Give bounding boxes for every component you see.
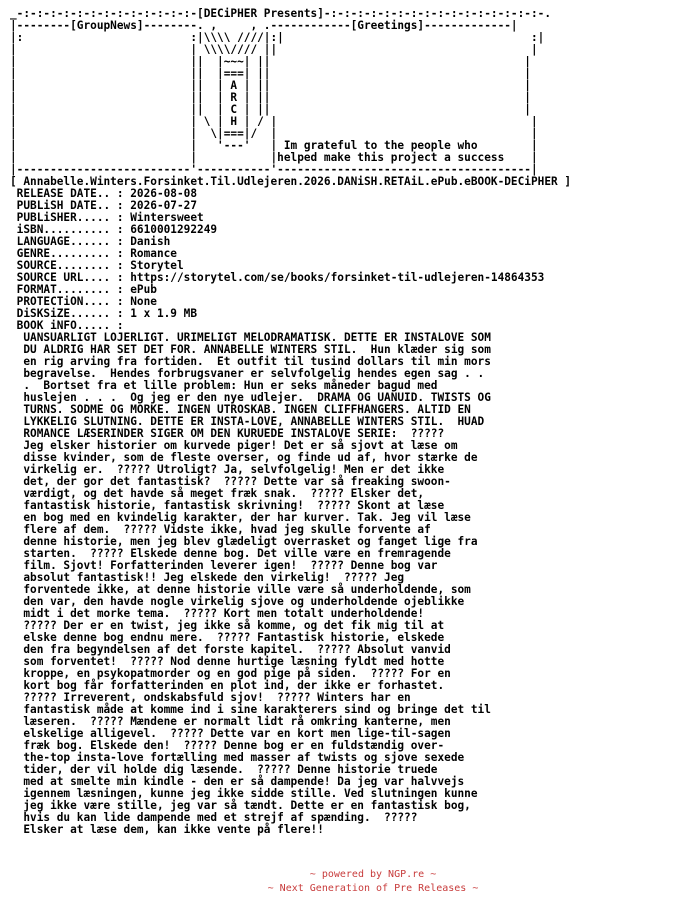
info-label: SOURCE URL.... : (10, 271, 131, 284)
info-label: BOOK iNFO..... : (10, 319, 131, 332)
book-info-line: forventede ikke, at denne historie ville være så underholdende, som (10, 583, 471, 596)
info-value: Romance (130, 247, 177, 260)
book-info-line: ????? Irreverent, ondskabsfuld sjov! ????? Winters har en (10, 691, 411, 704)
footer-powered-by: ~ powered by NGP.re ~ (309, 869, 437, 880)
art-line: | || |===| || | (10, 67, 531, 80)
info-value: https://storytel.com/se/books/forsinket-til-udlejeren-14864353 (130, 271, 545, 284)
info-label: RELEASE DATE.. : (10, 187, 131, 200)
book-info-line: disse kvinder, som de fleste overser, og finde ud af, hvor stærke de (10, 451, 478, 464)
book-info-line: TURNS. SODME OG MORKE. INGEN UTROSKAB. INGEN CLIFFHANGERS. ALTID EN (10, 403, 471, 416)
art-line: | || | R | || | (10, 91, 531, 104)
info-label: FORMAT........ : (10, 283, 131, 296)
art-line: | || | C | || | (10, 103, 531, 116)
art-line: |--------------------------'-----------'--------------------------------------| (10, 163, 538, 176)
book-info-line: fantastisk måde at komme ind i sine karakterers sind og bringe det til (10, 703, 491, 716)
book-info-line: med at smelte min kindle - den er så dampende! Da jeg var halvvejs (10, 775, 465, 788)
info-value: 2026-07-27 (130, 199, 198, 212)
book-info-line: begravelse. Hendes forbrugsvaner er selvfolgelig hendes egen sag . . (10, 367, 485, 380)
book-info-line: absolut fantastisk!! Jeg elskede den virkelig! ????? Jeg (10, 571, 405, 584)
book-info-line: ????? Der er en twist, jeg ikke så komme, og det fik mig til at (10, 619, 445, 632)
book-info-line: den fra begyndelsen af det forste kapitel. ????? Absolut vanvid (10, 643, 451, 656)
nfo-text (10, 8, 571, 836)
info-label: PROTECTiON.... : (10, 295, 131, 308)
book-info-line: Elsker at læse dem, kan ikke vente på flere!! (10, 823, 324, 836)
info-value: Storytel (130, 259, 184, 272)
book-info-line: læseren. ????? Mændene er normalt lidt rå omkring kanterne, men (10, 715, 451, 728)
book-info-line: film. Sjovt! Forfatterinden leverer igen! ????? Denne bog var (10, 559, 438, 572)
info-value: ePub (130, 283, 157, 296)
art-line: | | |helped make this project a success | (10, 151, 538, 164)
book-info-line: . Bortset fra et lille problem: Hun er seks måneder bagud med (10, 379, 438, 392)
book-info-line: jeg ikke være stille, jeg var så tændt. Dette er en fantastisk bog, (10, 799, 471, 812)
footer (0, 868, 688, 896)
info-label: GENRE......... : (10, 247, 131, 260)
book-info-line: virkelig er. ????? Utroligt? Ja, selvfolgelig! Men er det ikke (10, 463, 445, 476)
book-info-line: elskelige alligevel. ????? Dette var en kort men lige-til-sagen (10, 727, 451, 740)
book-info-line: Jeg elsker historier om kurvede piger! Det er så sjovt at læse om (10, 439, 458, 452)
info-label: PUBLiSH DATE.. : (10, 199, 131, 212)
info-label: iSBN.......... : (10, 223, 131, 236)
art-line: |--------[GroupNews]--------. , , .------------[Greetings]-------------| (10, 19, 518, 32)
info-label: DiSKSiZE...... : (10, 307, 131, 320)
art-line: _-:-:-:-:-:-:-:-:-:-:-:-:-:-[DECiPHER Presents]-:-:-:-:-:-:-:-:-:-:-:-:-:-:-:-:-. (10, 7, 551, 20)
art-line: | || |~~~| || | (10, 55, 531, 68)
book-info-line: hvis du kan lide dampende med et strejf af spænding. ????? (10, 811, 418, 824)
book-info-line: en bog med en kvindelig karakter, der har kurver. Tak. Jeg vil læse (10, 511, 471, 524)
book-info-line: the-top insta-love fortælling med masser af twists og sjove sexede (10, 751, 465, 764)
book-info-line: værdigt, og det havde så meget fræk snak. ????? Elsker det, (10, 487, 425, 500)
book-info-line: kort bog får forfatterinden en plot ind, der ikke er forhastet. (10, 679, 445, 692)
info-value: Wintersweet (130, 211, 204, 224)
book-info-line: LYKKELIG SLUTNING. DETTE ER INSTA-LOVE, ANNABELLE WINTERS STIL. HUAD (10, 415, 485, 428)
info-label: PUBLiSHER..... : (10, 211, 131, 224)
book-info-line: UANSUARLIGT LOJERLIGT. URIMELIGT MELODRAMATISK. DETTE ER INSTALOVE SOM (10, 331, 491, 344)
art-line: | || | A | || | (10, 79, 531, 92)
info-label: LANGUAGE...... : (10, 235, 131, 248)
book-info-line: fræk bog. Elskede den! ????? Denne bog er en fuldstændig over- (10, 739, 445, 752)
book-info-line: DU ALDRIG HAR SET DET FOR. ANNABELLE WINTERS STIL. Hun klæder sig som (10, 343, 491, 356)
book-info-line: midt i det morke tema. ????? Kort men totalt underholdende! (10, 607, 425, 620)
info-value: 1 x 1.9 MB (130, 307, 198, 320)
book-info-line: tider, der vil holde dig læsende. ????? Denne historie truede (10, 763, 438, 776)
book-info-line: som forventet! ????? Nod denne hurtige læsning fyldt med hotte (10, 655, 445, 668)
book-info-line: det, der gor det fantastisk? ????? Dette var så freaking swoon- (10, 475, 451, 488)
nfo-line (10, 824, 571, 836)
book-info-line: en rig arving fra fortiden. Et outfit til tusind dollars til min mors (10, 355, 491, 368)
book-info-line: elske denne bog endnu mere. ????? Fantastisk historie, elskede (10, 631, 445, 644)
art-line: | | \ | H | / | | (10, 115, 538, 128)
book-info-line: den var, den havde nogle virkelig sjove og underholdende ojeblikke (10, 595, 465, 608)
art-line: | | \|===|/ | | (10, 127, 538, 140)
art-line: | | \\\\//// || | (10, 43, 538, 56)
footer-tagline: ~ Next Generation of Pre Releases ~ (267, 883, 479, 894)
book-info-line: fantastisk historie, fantastisk skrivning! ????? Skont at læse (10, 499, 445, 512)
info-value: Danish (130, 235, 171, 248)
art-line: |: :|\\\\ ////|:| :| (10, 31, 545, 44)
book-info-line: igennem læsningen, kunne jeg ikke sidde stille. Ved slutningen kunne (10, 787, 478, 800)
art-line: | | '---' | Im grateful to the people who | (10, 139, 538, 152)
info-value: 6610001292249 (130, 223, 218, 236)
art-line: [ Annabelle.Winters.Forsinket.Til.Udlejeren.2026.DANiSH.RETAiL.ePub.eBOOK-DECiPHER ] (10, 175, 572, 188)
book-info-line: starten. ????? Elskede denne bog. Det ville være en fremragende (10, 547, 451, 560)
book-info-line: huslejen . . . Og jeg er den nye udlejer. DRAMA OG UANUID. TWISTS OG (10, 391, 491, 404)
info-value: None (130, 295, 157, 308)
info-value: 2026-08-08 (130, 187, 198, 200)
book-info-line: flere af dem. ????? Vidste ikke, hvad jeg skulle forvente af (10, 523, 431, 536)
book-info-line: ROMANCE LÆSERINDER SIGER OM DEN KURUEDE INSTALOVE SERIE: ????? (10, 427, 445, 440)
info-label: SOURCE........ : (10, 259, 131, 272)
book-info-line: kroppe, en psykopatmorder og en god pige på siden. ????? For en (10, 667, 451, 680)
book-info-line: denne historie, men jeg blev glædeligt overrasket og fanget lige fra (10, 535, 478, 548)
